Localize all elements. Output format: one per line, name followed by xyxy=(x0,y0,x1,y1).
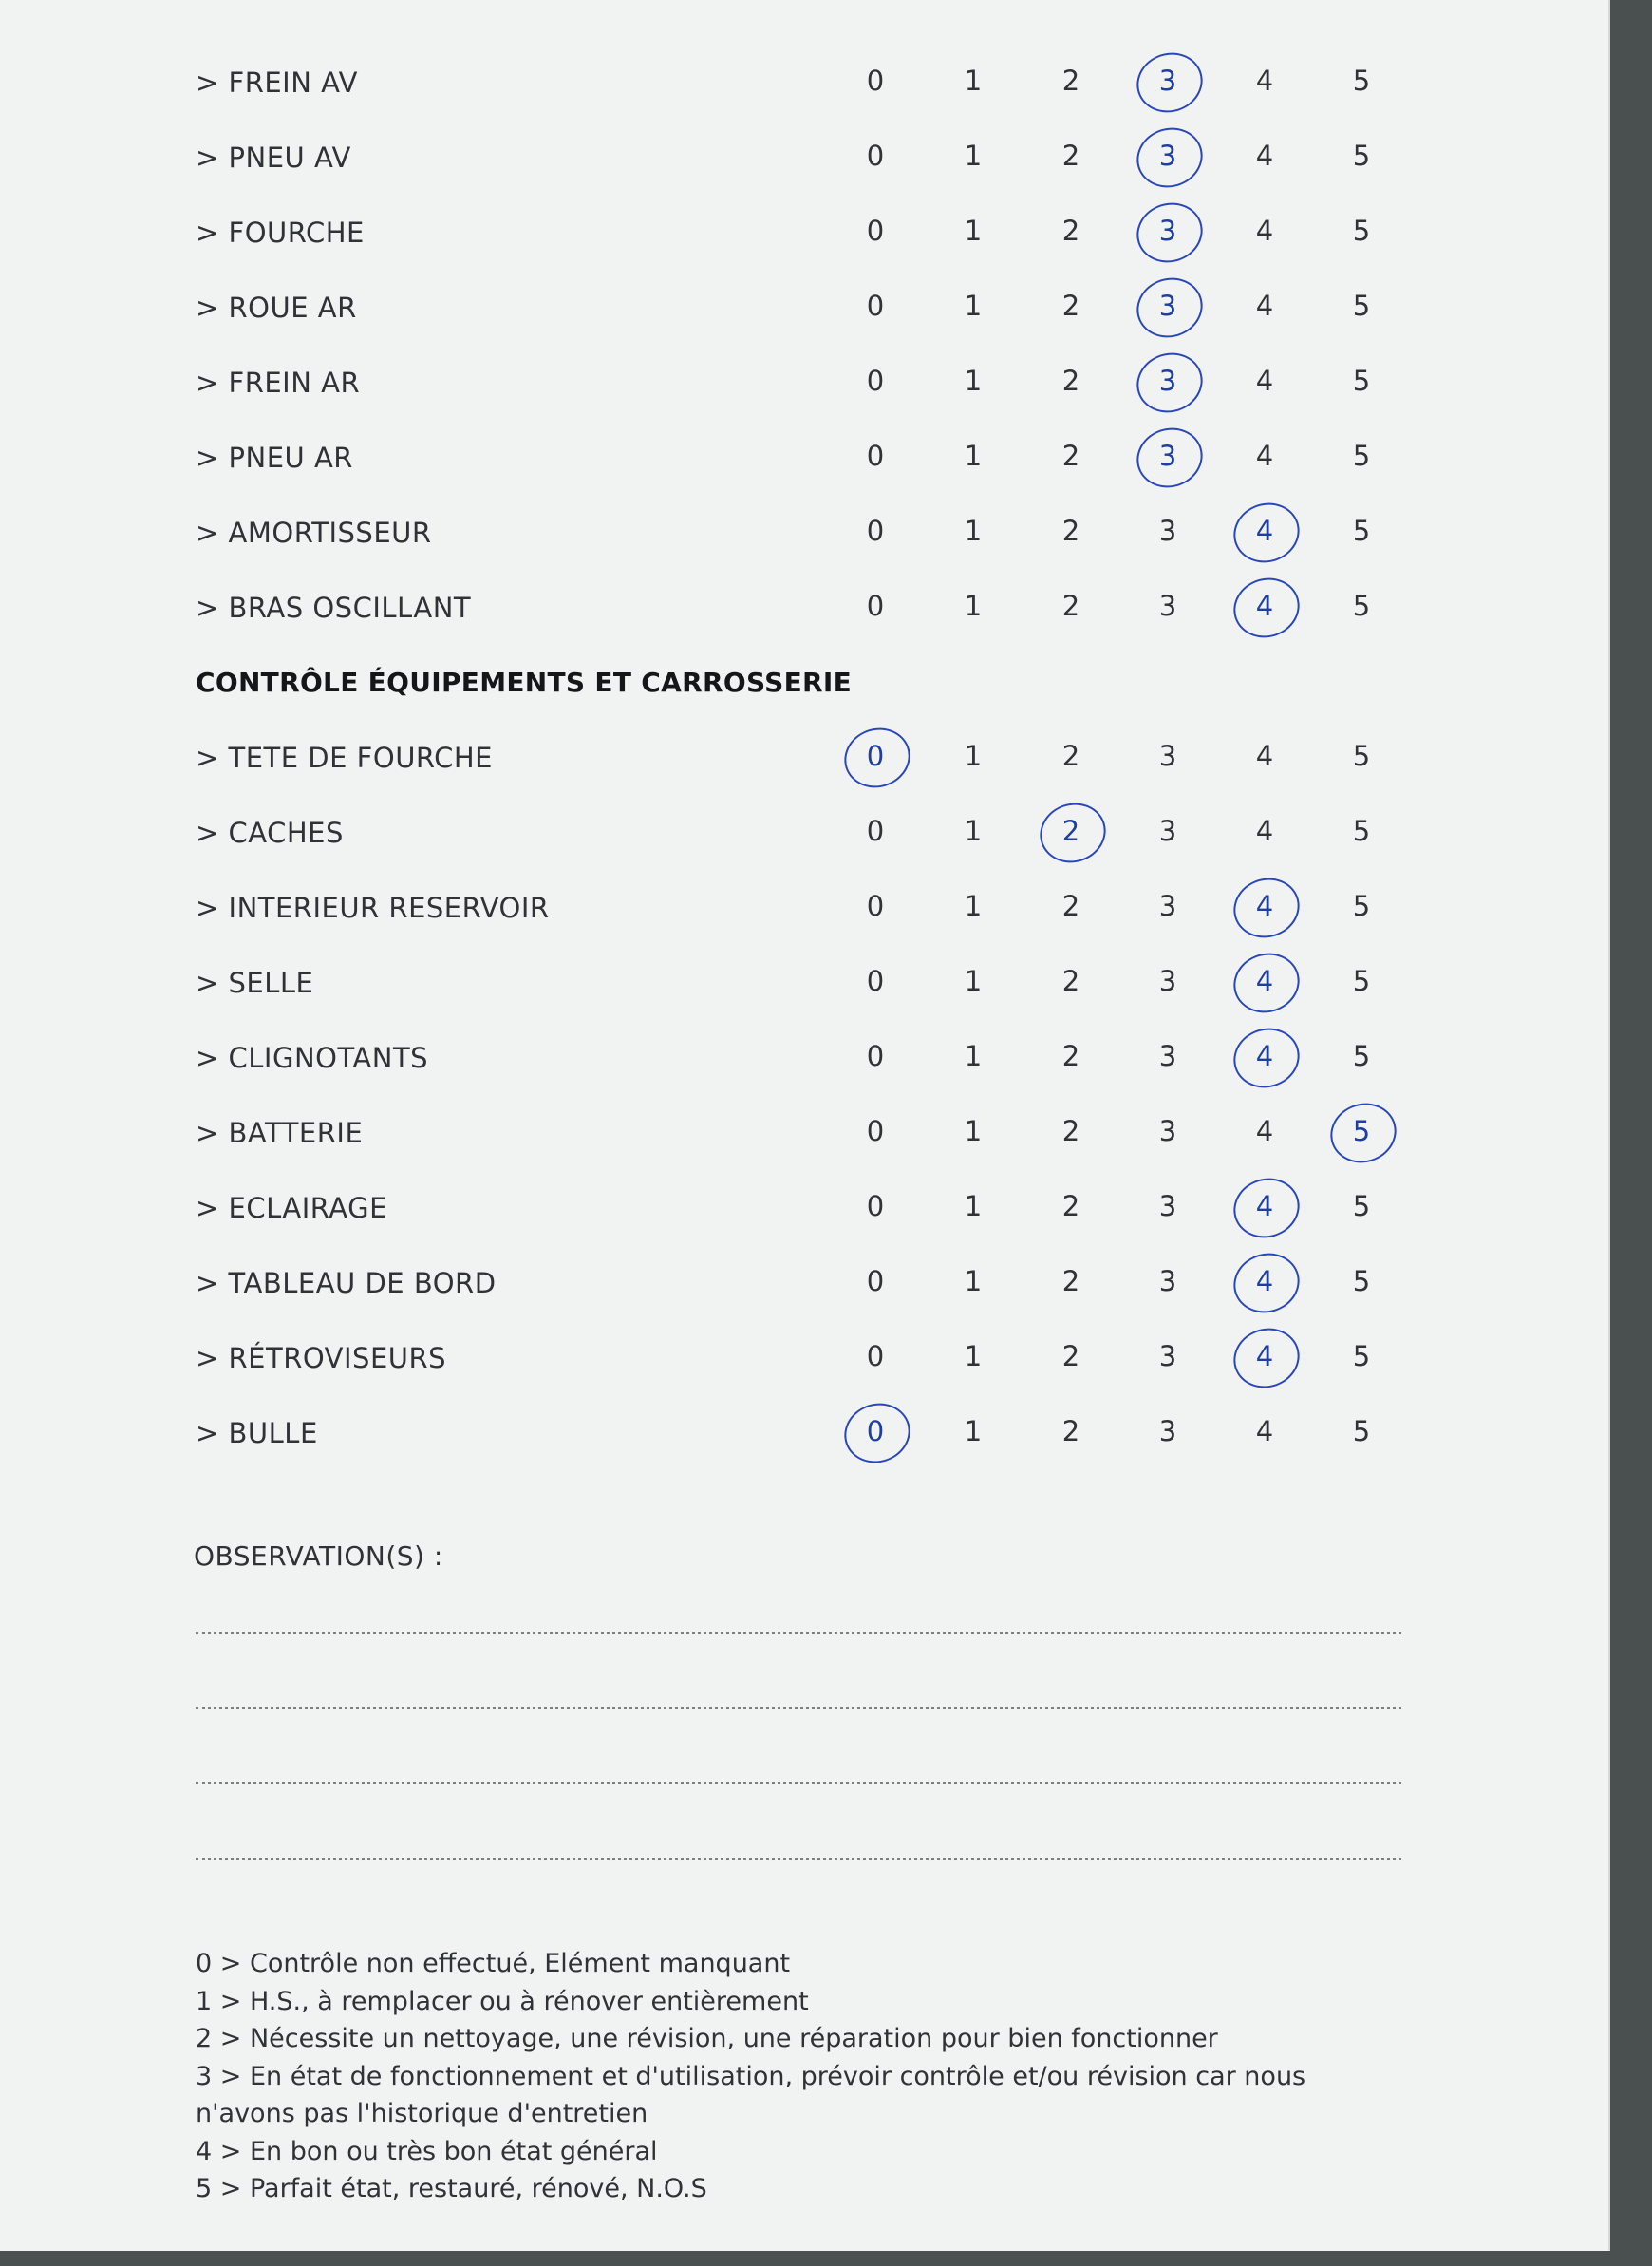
score-option-selected[interactable]: 0 xyxy=(842,740,909,772)
inspection-row xyxy=(0,500,1608,575)
score-option[interactable]: 2 xyxy=(1061,1265,1080,1297)
score-option[interactable]: 3 xyxy=(1158,1115,1177,1147)
score-option[interactable]: 3 xyxy=(1158,1040,1177,1072)
score-option[interactable]: 3 xyxy=(1158,965,1177,997)
score-option[interactable]: 1 xyxy=(964,1415,983,1447)
inspection-row xyxy=(0,425,1608,500)
score-option[interactable]: 2 xyxy=(1061,740,1080,772)
score-option[interactable]: 3 xyxy=(1158,1190,1177,1222)
inspection-row xyxy=(0,1175,1608,1250)
score-option[interactable]: 5 xyxy=(1352,290,1371,322)
score-option[interactable]: 3 xyxy=(1158,740,1177,772)
score-option-selected[interactable]: 4 xyxy=(1231,1040,1298,1072)
score-option[interactable]: 4 xyxy=(1255,365,1274,397)
score-option[interactable]: 4 xyxy=(1255,440,1274,472)
score-option[interactable]: 1 xyxy=(964,290,983,322)
inspection-row xyxy=(0,1025,1608,1100)
inspection-row xyxy=(0,1250,1608,1325)
score-option[interactable]: 1 xyxy=(964,815,983,847)
score-option[interactable]: 3 xyxy=(1158,515,1177,547)
item-label: > FOURCHE xyxy=(196,217,365,249)
score-option[interactable]: 3 xyxy=(1158,1415,1177,1447)
score-option[interactable]: 4 xyxy=(1255,1115,1274,1147)
score-option-selected[interactable]: 4 xyxy=(1231,590,1298,622)
score-option[interactable]: 2 xyxy=(1061,1190,1080,1222)
score-option[interactable]: 3 xyxy=(1158,1265,1177,1297)
score-option[interactable]: 1 xyxy=(964,740,983,772)
item-label: > CACHES xyxy=(196,817,344,849)
inspection-row xyxy=(0,1100,1608,1175)
score-option-selected[interactable]: 2 xyxy=(1038,815,1104,847)
score-option[interactable]: 5 xyxy=(1352,815,1371,847)
score-option[interactable]: 0 xyxy=(866,1190,885,1222)
score-option[interactable]: 4 xyxy=(1255,65,1274,97)
score-option[interactable]: 1 xyxy=(964,1115,983,1147)
score-option[interactable]: 1 xyxy=(964,215,983,247)
item-label: > BATTERIE xyxy=(196,1117,364,1149)
inspection-row xyxy=(0,349,1608,425)
legend-item: 4 > En bon ou très bon état général xyxy=(196,2136,658,2166)
observation-line[interactable] xyxy=(196,1782,1401,1784)
score-option[interactable]: 1 xyxy=(964,890,983,922)
score-option[interactable]: 1 xyxy=(964,1265,983,1297)
score-option[interactable]: 0 xyxy=(866,1265,885,1297)
score-option[interactable]: 2 xyxy=(1061,365,1080,397)
score-option-selected[interactable]: 3 xyxy=(1135,365,1201,397)
score-option[interactable]: 0 xyxy=(866,890,885,922)
score-option[interactable]: 2 xyxy=(1061,140,1080,172)
score-option[interactable]: 0 xyxy=(866,440,885,472)
score-option[interactable]: 3 xyxy=(1158,1340,1177,1372)
score-option[interactable]: 3 xyxy=(1158,815,1177,847)
score-option[interactable]: 5 xyxy=(1352,1340,1371,1372)
item-label: > TABLEAU DE BORD xyxy=(196,1267,497,1299)
score-option[interactable]: 0 xyxy=(866,140,885,172)
score-option[interactable]: 0 xyxy=(866,1340,885,1372)
score-option[interactable]: 1 xyxy=(964,515,983,547)
score-option[interactable]: 2 xyxy=(1061,290,1080,322)
observation-line[interactable] xyxy=(196,1707,1401,1709)
item-label: > SELLE xyxy=(196,967,314,999)
score-option-selected[interactable]: 4 xyxy=(1231,965,1298,997)
score-option[interactable]: 5 xyxy=(1352,590,1371,622)
inspection-row xyxy=(0,1400,1608,1475)
score-option[interactable]: 1 xyxy=(964,1340,983,1372)
score-option[interactable]: 0 xyxy=(866,515,885,547)
score-option[interactable]: 0 xyxy=(866,1115,885,1147)
score-option[interactable]: 2 xyxy=(1061,1340,1080,1372)
score-option[interactable]: 5 xyxy=(1352,1415,1371,1447)
score-option[interactable]: 1 xyxy=(964,965,983,997)
score-option[interactable]: 1 xyxy=(964,140,983,172)
score-option[interactable]: 5 xyxy=(1352,740,1371,772)
item-label: > INTERIEUR RESERVOIR xyxy=(196,892,550,924)
score-option[interactable]: 5 xyxy=(1352,890,1371,922)
inspection-row xyxy=(0,49,1608,124)
score-option[interactable]: 4 xyxy=(1255,215,1274,247)
score-option[interactable]: 0 xyxy=(866,1040,885,1072)
score-option[interactable]: 2 xyxy=(1061,440,1080,472)
score-option[interactable]: 0 xyxy=(866,290,885,322)
score-option-selected[interactable]: 3 xyxy=(1135,140,1201,172)
score-option[interactable]: 4 xyxy=(1255,1415,1274,1447)
score-option[interactable]: 0 xyxy=(866,365,885,397)
legend-item: 0 > Contrôle non effectué, Elément manquant xyxy=(196,1949,791,1978)
score-option[interactable]: 2 xyxy=(1061,515,1080,547)
score-option-selected[interactable]: 3 xyxy=(1135,290,1201,322)
inspection-row xyxy=(0,124,1608,199)
score-option[interactable]: 5 xyxy=(1352,515,1371,547)
score-option-selected[interactable]: 3 xyxy=(1135,215,1201,247)
section-heading xyxy=(0,650,1608,725)
item-label: > TETE DE FOURCHE xyxy=(196,742,493,774)
score-option[interactable]: 0 xyxy=(866,815,885,847)
item-label: > AMORTISSEUR xyxy=(196,517,432,549)
score-option-selected[interactable]: 4 xyxy=(1231,1265,1298,1297)
score-legend xyxy=(196,1945,1401,2208)
legend-item: 1 > H.S., à remplacer ou à rénover entièrement xyxy=(196,1986,809,2016)
score-option[interactable]: 2 xyxy=(1061,1115,1080,1147)
item-label: > BRAS OSCILLANT xyxy=(196,592,472,624)
score-option-selected[interactable]: 3 xyxy=(1135,65,1201,97)
score-option-selected[interactable]: 4 xyxy=(1231,890,1298,922)
inspection-row xyxy=(0,274,1608,349)
score-option[interactable]: 1 xyxy=(964,590,983,622)
score-option-selected[interactable]: 4 xyxy=(1231,515,1298,547)
observations-label: OBSERVATION(S) : xyxy=(194,1540,443,1572)
score-option[interactable]: 2 xyxy=(1061,215,1080,247)
score-option[interactable]: 1 xyxy=(964,365,983,397)
score-option[interactable]: 1 xyxy=(964,65,983,97)
inspection-row xyxy=(0,575,1608,650)
legend-item: 3 > En état de fonctionnement et d'utilisation, prévoir contrôle et/ou révision car nous n'avons pas l'historique d'entretien xyxy=(196,2061,1306,2128)
score-option[interactable]: 4 xyxy=(1255,290,1274,322)
score-option[interactable]: 0 xyxy=(866,590,885,622)
inspection-row xyxy=(0,1325,1608,1400)
item-label: > ROUE AR xyxy=(196,292,357,324)
score-option[interactable]: 5 xyxy=(1352,365,1371,397)
score-option[interactable]: 5 xyxy=(1352,1190,1371,1222)
score-option[interactable]: 2 xyxy=(1061,890,1080,922)
observation-line[interactable] xyxy=(196,1858,1401,1860)
score-option[interactable]: 5 xyxy=(1352,1265,1371,1297)
score-option[interactable]: 0 xyxy=(866,65,885,97)
inspection-row xyxy=(0,199,1608,274)
inspection-row xyxy=(0,725,1608,800)
score-option[interactable]: 5 xyxy=(1352,965,1371,997)
item-label: > CLIGNOTANTS xyxy=(196,1042,429,1074)
score-option[interactable]: 2 xyxy=(1061,1040,1080,1072)
observation-line[interactable] xyxy=(196,1632,1401,1634)
score-option[interactable]: 3 xyxy=(1158,890,1177,922)
score-option[interactable]: 2 xyxy=(1061,590,1080,622)
legend-item: 5 > Parfait état, restauré, rénové, N.O.S xyxy=(196,2174,707,2203)
score-option[interactable]: 0 xyxy=(866,215,885,247)
score-option[interactable]: 4 xyxy=(1255,740,1274,772)
inspection-row xyxy=(0,875,1608,950)
score-option[interactable]: 5 xyxy=(1352,215,1371,247)
score-option[interactable]: 2 xyxy=(1061,65,1080,97)
score-option[interactable]: 5 xyxy=(1352,440,1371,472)
score-option[interactable]: 5 xyxy=(1352,65,1371,97)
score-option-selected[interactable]: 5 xyxy=(1328,1115,1395,1147)
item-label: > ECLAIRAGE xyxy=(196,1192,387,1224)
score-option-selected[interactable]: 0 xyxy=(842,1415,909,1447)
score-option[interactable]: 2 xyxy=(1061,965,1080,997)
score-option-selected[interactable]: 4 xyxy=(1231,1190,1298,1222)
inspection-row xyxy=(0,950,1608,1025)
score-option[interactable]: 4 xyxy=(1255,140,1274,172)
score-option[interactable]: 2 xyxy=(1061,1415,1080,1447)
score-option[interactable]: 1 xyxy=(964,440,983,472)
score-option-selected[interactable]: 4 xyxy=(1231,1340,1298,1372)
section-heading-label: CONTRÔLE ÉQUIPEMENTS ET CARROSSERIE xyxy=(196,667,853,698)
score-option[interactable]: 0 xyxy=(866,965,885,997)
inspection-rows xyxy=(0,49,1608,1475)
score-option[interactable]: 4 xyxy=(1255,815,1274,847)
score-option[interactable]: 5 xyxy=(1352,140,1371,172)
score-option[interactable]: 3 xyxy=(1158,590,1177,622)
item-label: > PNEU AR xyxy=(196,442,353,474)
inspection-row xyxy=(0,800,1608,875)
item-label: > FREIN AV xyxy=(196,66,358,99)
legend-item: 2 > Nécessite un nettoyage, une révision, une réparation pour bien fonctionner xyxy=(196,2024,1218,2053)
score-option[interactable]: 1 xyxy=(964,1040,983,1072)
score-option-selected[interactable]: 3 xyxy=(1135,440,1201,472)
score-option[interactable]: 1 xyxy=(964,1190,983,1222)
item-label: > FREIN AR xyxy=(196,367,361,399)
item-label: > RÉTROVISEURS xyxy=(196,1342,447,1374)
item-label: > PNEU AV xyxy=(196,142,351,174)
item-label: > BULLE xyxy=(196,1417,318,1449)
score-option[interactable]: 5 xyxy=(1352,1040,1371,1072)
